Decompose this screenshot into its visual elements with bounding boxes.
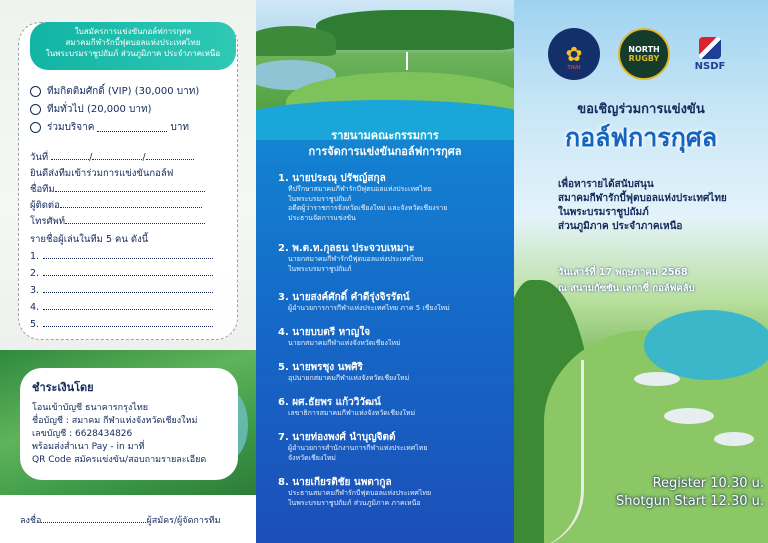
- radio-icon[interactable]: [30, 86, 41, 97]
- signature-label: ลงชื่อ: [20, 516, 42, 526]
- cover-panel: [514, 0, 768, 543]
- committee-panel: [256, 0, 514, 543]
- member-role: นายกสมาคมกีฬาแห่งจังหวัดเชียงใหม่: [288, 339, 401, 347]
- committee-member: [278, 431, 508, 463]
- player-field-5[interactable]: [30, 318, 213, 330]
- form-header: [30, 22, 236, 70]
- nsdf-logo: [682, 28, 738, 80]
- north-rugby-logo: [618, 28, 670, 80]
- committee-title-line: การจัดการแข่งขันกอล์ฟการกุศล: [308, 145, 462, 158]
- member-role: ประธานจัดการแข่งขัน: [288, 213, 356, 222]
- event-date: วันเสาร์ที่ 17 พฤษภาคม 2568: [558, 267, 688, 278]
- year-blank[interactable]: [146, 151, 194, 160]
- players-label: รายชื่อผู้เล่นในทีม 5 คน ดังนี้: [30, 234, 149, 245]
- payment-line: โอนเข้าบัญชี ธนาคารกรุงไทย: [32, 403, 149, 413]
- confirm-label: ยินดีส่งทีมเข้าร่วมการแข่งขันกอล์ฟ: [30, 168, 174, 179]
- form-header-line: สมาคมกีฬารักบี้ฟุตบอลแห่งประเทศไทย: [65, 38, 201, 47]
- donation-unit: บาท: [170, 122, 190, 133]
- player-field-2[interactable]: [30, 267, 213, 279]
- committee-member: [278, 326, 508, 349]
- contact-blank[interactable]: [60, 199, 202, 208]
- player-number: 4.: [30, 302, 40, 313]
- member-name: 4. นายบบตรี หาญใจ: [278, 327, 371, 338]
- purpose-line: ในพระบรมราชูปถัมภ์: [558, 207, 649, 218]
- committee-member: [278, 242, 508, 274]
- payment-line: ชื่อบัญชี : สมาคม กีฬาแห่งจังหวัดเชียงใหม่: [32, 416, 198, 426]
- member-role: ผู้อำนวยการการกีฬาแห่งประเทศไทย ภาค 5 เชียงใหม่: [288, 304, 450, 312]
- player-blank[interactable]: [43, 318, 213, 327]
- member-role: ที่ปรึกษาสมาคมกีฬารักบี้ฟุตบอลแห่งประเทศไทย: [288, 185, 432, 193]
- option-vip[interactable]: [30, 84, 199, 99]
- player-number: 3.: [30, 285, 40, 296]
- purpose-line: ส่วนภูมิภาค ประจำภาคเหนือ: [558, 221, 683, 232]
- team-name-blank[interactable]: [55, 183, 205, 192]
- purpose-line: เพื่อหารายได้สนับสนุน: [558, 179, 654, 190]
- committee-title: [256, 128, 514, 160]
- player-blank[interactable]: [43, 284, 213, 293]
- option-general[interactable]: [30, 102, 151, 117]
- nsdf-mark-icon: [699, 37, 721, 59]
- option-label: ทีมทั่วไป (20,000 บาท): [47, 104, 152, 115]
- committee-member: [278, 396, 508, 419]
- signature-field[interactable]: [20, 513, 221, 527]
- thai-logo-text: THAI: [567, 65, 581, 71]
- register-time: Register 10.30 u.: [652, 476, 764, 491]
- payment-line: เลขบัญชี : 6628434826: [32, 429, 133, 439]
- tree-line: [256, 26, 336, 56]
- form-header-line: ใบสมัครการแข่งขันกอล์ฟการกุศล: [74, 27, 192, 36]
- member-role: ประธานสมาคมกีฬารักบี้ฟุตบอลแห่งประเทศไทย: [288, 489, 432, 497]
- sand-bunker: [634, 372, 680, 386]
- event-title: กอล์ฟการกุศล: [564, 123, 718, 152]
- committee-title-line: รายนามคณะกรรมการ: [331, 129, 439, 142]
- player-number: 2.: [30, 268, 40, 279]
- orchid-icon: ✿: [565, 42, 583, 66]
- player-field-4[interactable]: [30, 301, 213, 313]
- cart-path: [524, 360, 584, 543]
- player-field-3[interactable]: [30, 284, 213, 296]
- member-role: เลขาธิการสมาคมกีฬาแห่งจังหวัดเชียงใหม่: [288, 409, 416, 417]
- tree-line: [316, 10, 514, 50]
- player-blank[interactable]: [43, 301, 213, 310]
- committee-member: [278, 361, 508, 384]
- purpose-line: สมาคมกีฬารักบี้ฟุตบอลแห่งประเทศไทย: [558, 193, 727, 204]
- member-name: 1. นายประณุ ปรัชญ์สกุล: [278, 173, 386, 184]
- committee-member: [278, 172, 508, 223]
- day-blank[interactable]: [51, 151, 89, 160]
- option-label: ทีมกิตติมศักดิ์ (VIP) (30,000 บาท): [47, 86, 200, 97]
- north-logo-text: NORTH: [628, 45, 660, 54]
- member-name: 8. นายเกียรติชัย นพตากูล: [278, 477, 392, 488]
- month-blank[interactable]: [92, 151, 142, 160]
- member-role: อดีตผู้ว่าราชการจังหวัดเชียงใหม่ และจังหวัดเชียงราย: [288, 204, 448, 212]
- form-header-line: ในพระบรมราชูปถัมภ์ ส่วนภูมิภาค ประจำภาคเหนือ: [45, 49, 221, 58]
- player-field-1[interactable]: [30, 250, 213, 262]
- player-blank[interactable]: [43, 250, 213, 259]
- flag-pin: [406, 52, 408, 70]
- radio-icon[interactable]: [30, 122, 41, 133]
- phone-field[interactable]: [30, 214, 205, 229]
- nsdf-logo-text: NSDF: [694, 60, 726, 72]
- member-name: 2. พ.ต.ท.กุลธน ประจวบเหมาะ: [278, 243, 415, 254]
- committee-member: [278, 291, 508, 314]
- signature-role: ผู้สมัคร/ผู้จัดการทีม: [146, 516, 221, 526]
- contact-label: ผู้ติดต่อ: [30, 200, 60, 211]
- committee-member: [278, 476, 508, 508]
- member-name: 7. นายท่องพงศ์ นำบุญจิตต์: [278, 432, 396, 443]
- event-venue: ณ สนามกัซซัน เลกาซี่ กอล์ฟคลับ: [558, 283, 695, 294]
- team-name-field[interactable]: [30, 182, 205, 197]
- payment-title: ชำระเงินโดย: [32, 381, 94, 394]
- member-role: อุปนายกสมาคมกีฬาแห่งจังหวัดเชียงใหม่: [288, 374, 410, 382]
- payment-card: [20, 368, 238, 480]
- member-role: ในพระบรมราชูปถัมภ์: [288, 264, 352, 273]
- option-label: ร่วมบริจาค: [47, 122, 95, 133]
- member-role: ในพระบรมราชูปถัมภ์ ส่วนภูมิภาค ภาคเหนือ: [288, 498, 421, 507]
- phone-label: โทรศัพท์: [30, 216, 66, 227]
- player-number: 1.: [30, 251, 40, 262]
- radio-icon[interactable]: [30, 104, 41, 115]
- member-name: 6. ผศ.ธัยพร แก้ววิวัฒน์: [278, 397, 381, 408]
- payment-line: QR Code สมัครแข่งขัน/สอบถามรายละเอียด: [32, 455, 207, 465]
- signature-blank[interactable]: [41, 514, 146, 523]
- payment-line: พร้อมส่งสำเนา Pay - in มาที่: [32, 442, 145, 452]
- option-donation[interactable]: [30, 120, 189, 135]
- shotgun-start-time: Shotgun Start 12.30 u.: [615, 494, 764, 509]
- contact-field[interactable]: [30, 198, 202, 213]
- registration-panel: [0, 0, 256, 543]
- thai-airways-logo: [548, 28, 600, 80]
- date-field[interactable]: วันที่ / /: [30, 150, 194, 165]
- invite-heading: ขอเชิญร่วมการแข่งขัน: [577, 102, 705, 117]
- player-number: 5.: [30, 319, 40, 330]
- member-role: จังหวัดเชียงใหม่: [288, 453, 336, 462]
- member-role: ผู้อำนวยการสำนักงานการกีฬาแห่งประเทศไทย: [288, 444, 428, 452]
- purpose-text: [558, 178, 758, 234]
- player-blank[interactable]: [43, 267, 213, 276]
- team-name-label: ชื่อทีม: [30, 184, 55, 195]
- member-name: 3. นายสงค์ศักดิ์ คำดีรุ่งจิรรัตน์: [278, 292, 410, 303]
- lake: [644, 310, 768, 380]
- member-role: นายกสมาคมกีฬารักบี้ฟุตบอลแห่งประเทศไทย: [288, 255, 424, 263]
- donation-field[interactable]: [97, 123, 167, 132]
- member-role: ในพระบรมราชูปถัมภ์: [288, 194, 352, 203]
- member-name: 5. นายพรชุง นพศิริ: [278, 362, 363, 373]
- rugby-logo-text: RUGBY: [628, 54, 660, 63]
- sand-bunker: [664, 408, 714, 424]
- sand-bunker: [714, 432, 754, 446]
- phone-blank[interactable]: [65, 215, 205, 224]
- date-label: วันที่: [30, 152, 49, 163]
